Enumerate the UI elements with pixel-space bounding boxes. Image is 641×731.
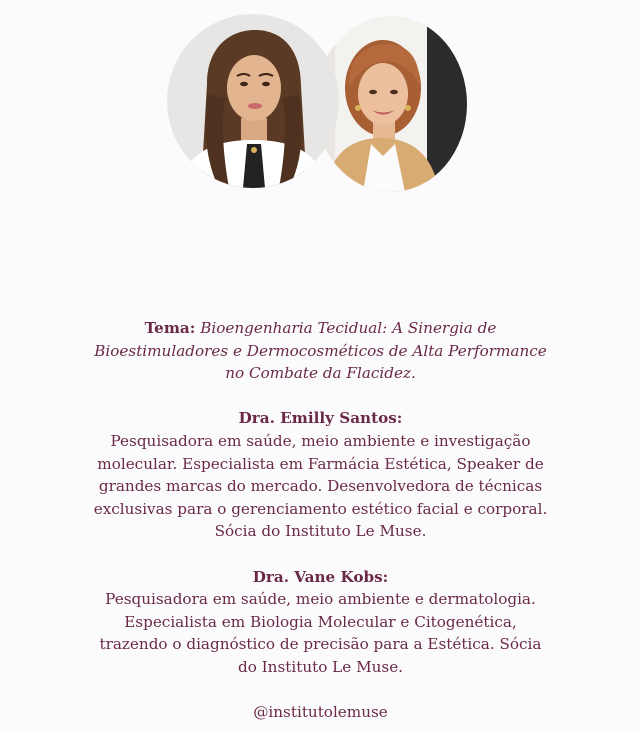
spacer	[40, 543, 601, 566]
speaker2-bio-line-4: do Instituto Le Muse.	[237, 657, 404, 676]
speaker1-bio-line-2: molecular. Especialista em Farmácia Estética, Speaker de	[97, 454, 544, 473]
speaker2-name: Dra. Vane Kobs:	[252, 567, 389, 586]
speaker1-bio-line-3: grandes marcas do mercado. Desenvolvedora de técnicas	[98, 477, 543, 496]
theme-line-1	[40, 317, 601, 340]
speaker1-name: Dra. Emilly Santos:	[238, 409, 403, 428]
theme-title-line-2: Bioestimuladores e Dermocosméticos de Alta Performance	[94, 341, 547, 360]
speaker2-bio-line-1: Pesquisadora em saúde, meio ambiente e dermatologia.	[105, 590, 536, 609]
speaker1-bio-line-4: exclusivas para o gerenciamento estético facial e corporal.	[93, 499, 548, 518]
speaker1-bio-line-5: Sócia do Instituto Le Muse.	[214, 522, 427, 541]
spacer	[40, 679, 601, 702]
speaker2-bio-line-3: trazendo o diagnóstico de precisão para a Estética. Sócia	[99, 635, 542, 654]
theme-title-line-3: no Combate da Flacidez.	[225, 364, 416, 383]
theme-title-line-1: Bioengenharia Tecidual: A Sinergia de	[200, 319, 497, 337]
instagram-handle[interactable]: @institutolemuse	[253, 703, 388, 722]
event-description	[40, 317, 601, 724]
speaker1-bio-line-1: Pesquisadora em saúde, meio ambiente e investigação	[110, 431, 531, 450]
speaker2-bio-line-2: Especialista em Biologia Molecular e Citogenética,	[124, 612, 517, 631]
spacer	[40, 385, 601, 408]
speaker-portraits	[0, 0, 641, 200]
photo-left	[167, 14, 339, 188]
theme-label: Tema:	[144, 319, 196, 337]
